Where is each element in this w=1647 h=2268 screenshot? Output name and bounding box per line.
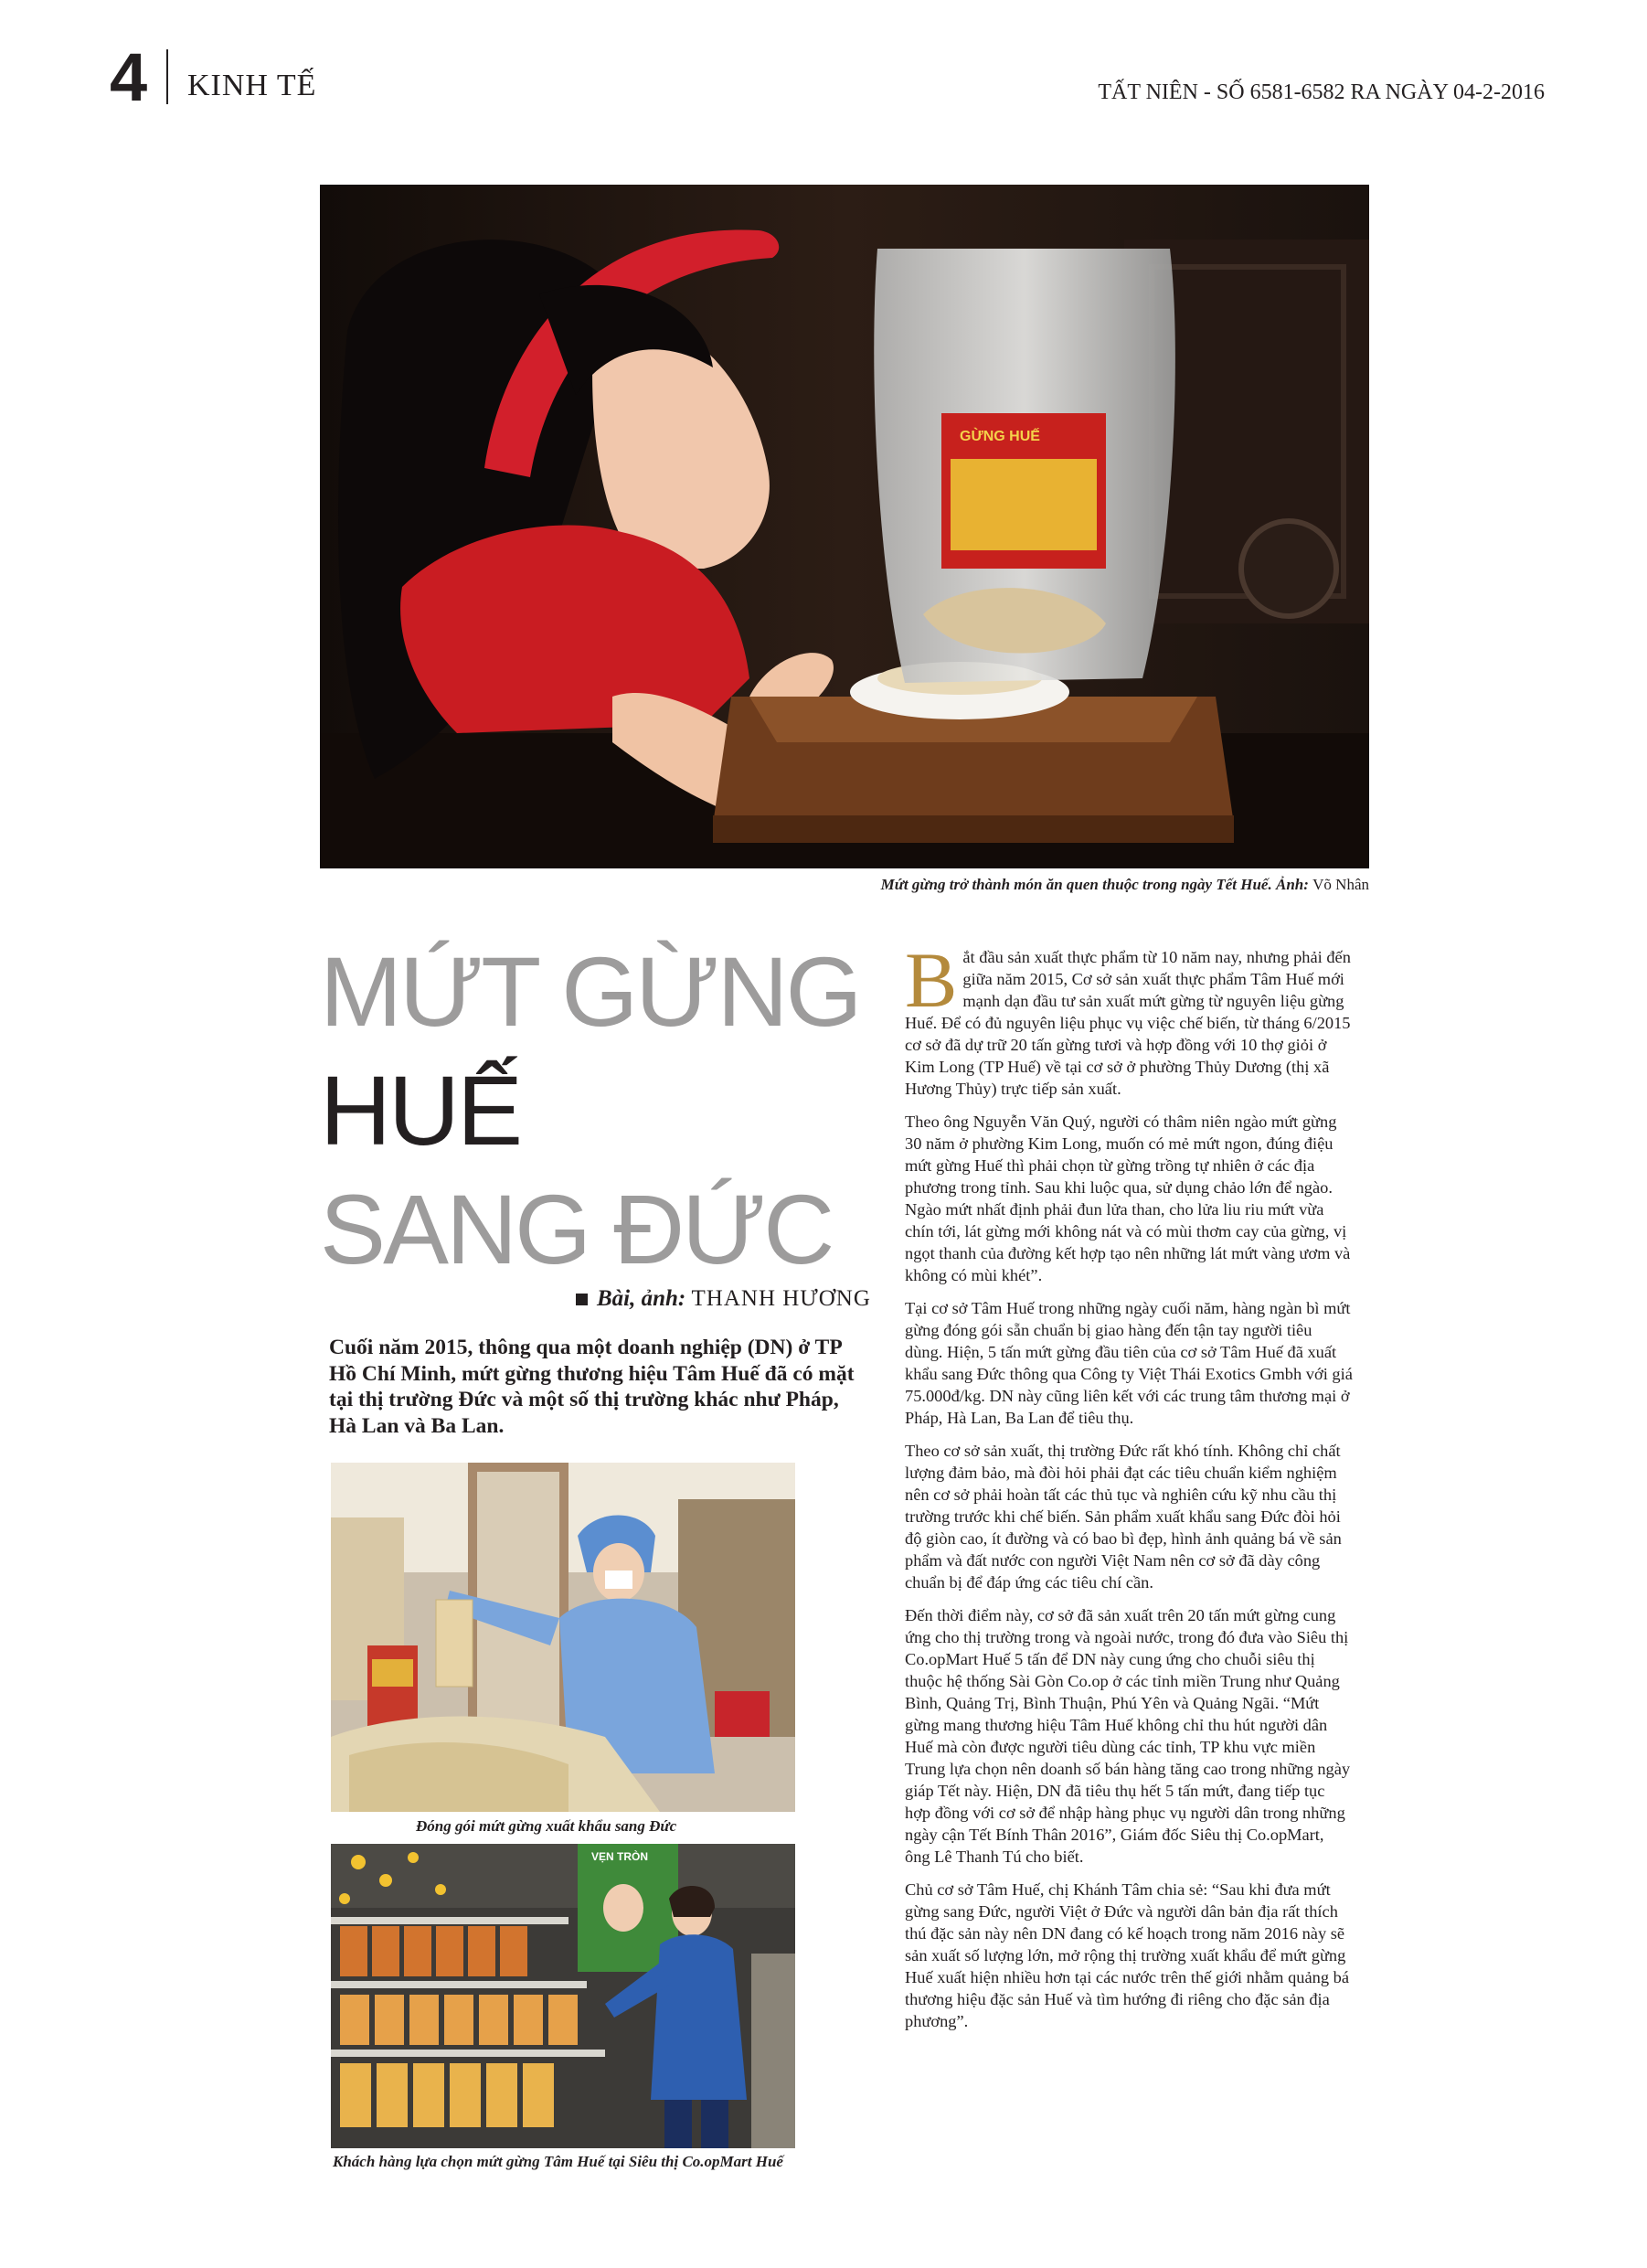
paragraph-2: Theo ông Nguyễn Văn Quý, người có thâm niên ngào mứt gừng 30 năm ở phường Kim Long, muốn có mẻ mứt ngon, đúng điệu mứt gừng Huế thì phải chọn từ gừng trồng tự nhiên ở các địa phương trong tỉnh. Sau khi luộc qua, sử dụng chảo lớn để ngào. Ngào mứt nhất định phải đun lửa than, cho lửa liu riu mứt vừa chín tới, lát gừng mới không nát và có mùi thơm cay của gừng, vị ngọt thanh của đường kết hợp tạo nên những lát mứt vàng ươm và không có mùi khét”. bbox=[905, 1113, 1351, 1284]
headline-line-2: HUẾ bbox=[320, 1055, 521, 1166]
hero-illustration bbox=[320, 185, 1369, 868]
paragraph-6: Chủ cơ sở Tâm Huế, chị Khánh Tâm chia sẻ: “Sau khi đưa mứt gừng sang Đức, người Việt ở Đức và người dân bản địa rất thích thú đặc sản này nên DN đang có kế hoạch trong năm 2016 này sẽ sản xuất số lượng lớn, mở rộng thị trường xuất khẩu để mứt gừng Huế xuất hiện nhiều hơn tại các nước trên thế giới nhằm quảng bá thương hiệu đặc sản Huế và tìm hướng đi riêng cho đặc sản địa phương”. bbox=[905, 1880, 1349, 2030]
store-sign: VẸN TRÒN bbox=[591, 1850, 649, 1863]
paragraph-1-text: ắt đầu sản xuất thực phẩm từ 10 năm nay, nhưng phải đến giữa năm 2015, Cơ sở sản xuất thực phẩm Tâm Huế mới mạnh dạn đầu tư sản xuất mứt gừng từ nguyên liệu gừng Huế. Để có đủ nguyên liệu phục vụ việc chế biến, từ tháng 6/2015 cơ sở đã dự trữ 20 tấn gừng tươi và hợp đồng với 10 thợ giỏi ở Kim Long (TP Huế) về tại cơ sở ở phường Thủy Dương (thị xã Hương Thủy) trực tiếp sản xuất. bbox=[905, 948, 1351, 1098]
hero-photo-credit: Võ Nhân bbox=[1312, 876, 1369, 893]
byline-prefix: Bài, ảnh: bbox=[597, 1286, 686, 1311]
drop-cap: B bbox=[905, 936, 958, 1024]
header-divider bbox=[166, 49, 168, 104]
packing-photo bbox=[331, 1463, 795, 1812]
paragraph-1 bbox=[905, 936, 1353, 1100]
packing-photo-caption: Đóng gói mứt gừng xuất khẩu sang Đức bbox=[416, 1817, 677, 1835]
paragraph-4: Theo cơ sở sản xuất, thị trường Đức rất khó tính. Không chỉ chất lượng đảm bảo, mà đòi hỏi phải đạt các tiêu chuẩn kiểm nghiệm nên cơ sở phải hoàn tất các thủ tục và nghiên cứu kỹ nhu cầu thị trường trước khi chế biến. Sản phẩm xuất khẩu sang Đức đòi hỏi độ giòn cao, ít đường và có bao bì đẹp, hình ảnh quảng bá về sản phẩm và đất nước con người Việt Nam nên cơ sở đã dày công chuẩn bị để đáp ứng các tiêu chí cần. bbox=[905, 1442, 1342, 1592]
byline bbox=[576, 1284, 871, 1314]
paragraph-3: Tại cơ sở Tâm Huế trong những ngày cuối năm, hàng ngàn bì mứt gừng đóng gói sẵn chuẩn bị giao hàng đến tận tay người tiêu dùng. Hiện, 5 tấn mứt gừng đầu tiên của cơ sở Tâm Huế đã xuất khẩu sang Đức thông qua Công ty Việt Thái Exotics Gmbh với giá 75.000đ/kg. DN này cũng liên kết với các trung tâm thương mại ở Pháp, Hà Lan, Ba Lan để tiêu thụ. bbox=[905, 1299, 1353, 1427]
issue-info: TẤT NIÊN - SỐ 6581-6582 RA NGÀY 04-2-2016 bbox=[1098, 80, 1545, 104]
section-label: KINH TẾ bbox=[187, 69, 317, 102]
supermarket-illustration bbox=[331, 1844, 795, 2148]
article-lede: Cuối năm 2015, thông qua một doanh nghiệp (DN) ở TP Hồ Chí Minh, mứt gừng thương hiệu Tâm Huế đã có mặt tại thị trường Đức và một số thị trường khác như Pháp, Hà Lan và Ba Lan. bbox=[329, 1336, 855, 1438]
packing-illustration bbox=[331, 1463, 795, 1812]
hero-caption bbox=[881, 876, 1369, 894]
hero-photo bbox=[320, 185, 1369, 868]
article-body bbox=[905, 936, 1353, 2043]
headline-line-3: SANG ĐỨC bbox=[320, 1174, 833, 1284]
headline-line-1: MỨT GỪNG bbox=[320, 936, 860, 1047]
byline-author: THANH HƯƠNG bbox=[691, 1286, 871, 1311]
supermarket-photo bbox=[331, 1844, 795, 2148]
package-label: GỪNG HUẾ bbox=[960, 429, 1040, 444]
hero-caption-text: Mứt gừng trở thành món ăn quen thuộc trong ngày Tết Huế. Ảnh: bbox=[880, 876, 1309, 893]
paragraph-5: Đến thời điểm này, cơ sở đã sản xuất trên 20 tấn mứt gừng cung ứng cho thị trường trong và ngoài nước, trong đó đưa vào Siêu thị Co.opMart Huế 5 tấn để DN này cung ứng cho chuỗi siêu thị thuộc hệ thống Sài Gòn Co.op ở các tỉnh miền Trung như Quảng Bình, Quảng Trị, Bình Thuận, Phú Yên và Quảng Ngãi. “Mứt gừng mang thương hiệu Tâm Huế không chỉ thu hút người dân Huế mà còn được người tiêu dùng các tỉnh, TP khu vực miền Trung lựa chọn nên doanh số bán hàng tăng cao trong những ngày giáp Tết này. Hiện, DN đã tiêu thụ hết 5 tấn mứt, đang tiếp tục hợp đồng với cơ sở để nhập hàng phục vụ người dân trong những ngày cận Tết Bính Thân 2016”, Giám đốc Siêu thị Co.opMart, ông Lê Thanh Tú cho biết. bbox=[905, 1606, 1351, 1866]
supermarket-photo-caption: Khách hàng lựa chọn mứt gừng Tâm Huế tại Siêu thị Co.opMart Huế bbox=[333, 2153, 783, 2170]
page-number: 4 bbox=[110, 39, 148, 115]
bullet-square-icon bbox=[576, 1294, 588, 1305]
